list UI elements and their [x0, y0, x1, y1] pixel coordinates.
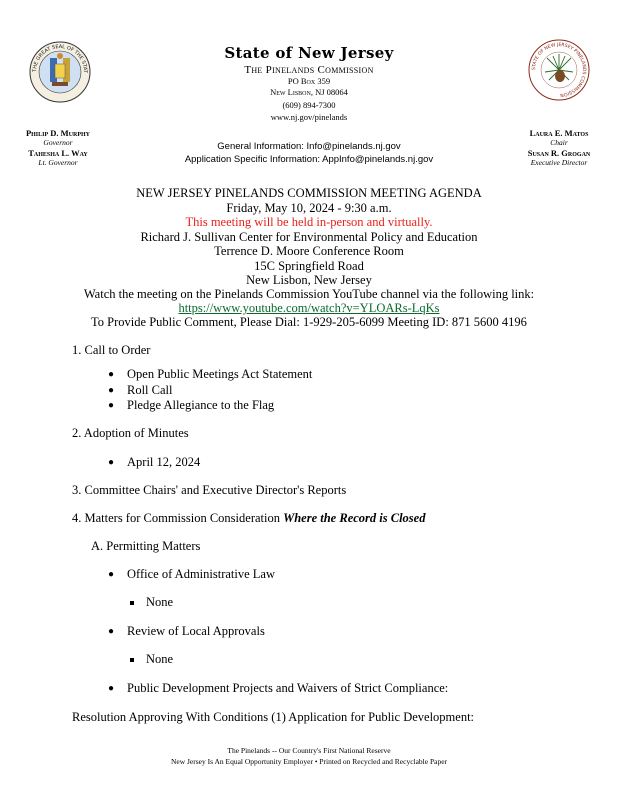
executive-director-name: Susan R. Grogan	[527, 148, 591, 158]
item-permitting-matters: A. Permitting Matters	[91, 539, 201, 553]
governor-name: Philip D. Murphy	[25, 128, 91, 138]
svg-text:THE GREAT SEAL OF THE STATE OF: THE GREAT SEAL OF THE STAT	[31, 43, 89, 74]
bullet-icon: ●	[108, 457, 115, 468]
item-adoption-of-minutes: 2. Adoption of Minutes	[72, 426, 189, 440]
general-info-email: General Information: Info@pinelands.nj.gov	[217, 141, 401, 152]
resolution-heading: Resolution Approving With Conditions (1) Application for Public Development:	[72, 710, 475, 724]
meeting-city: New Lisbon, New Jersey	[246, 273, 372, 287]
youtube-link[interactable]: https://www.youtube.com/watch?v=YLOARs-LqKs	[178, 301, 440, 315]
bullet-icon: ●	[108, 385, 115, 396]
svg-text:STATE OF NEW JERSEY PINELANDS: STATE OF NEW JERSEY PINELANDS COMMISSION	[531, 42, 587, 98]
bullet-icon: ●	[108, 400, 115, 411]
chair-title: Chair	[550, 138, 568, 147]
meeting-room: Terrence D. Moore Conference Room	[214, 244, 404, 258]
application-info-email: Application Specific Information: AppInfo@pinelands.nj.gov	[184, 154, 434, 165]
square-bullet-icon	[130, 658, 134, 662]
list-item-none-1: None	[146, 595, 174, 609]
meeting-street: 15C Springfield Road	[254, 259, 364, 273]
bullet-icon: ●	[108, 369, 115, 380]
watch-instructions: Watch the meeting on the Pinelands Commission YouTube channel via the following link:	[83, 287, 535, 301]
town-address: New Lisbon, NJ 08064	[270, 87, 348, 97]
lt-governor-name: Tahesha L. Way	[28, 148, 88, 158]
governor-title: Governor	[43, 138, 73, 147]
list-item: Pledge Allegiance to the Flag	[127, 398, 275, 412]
phone-number: (609) 894-7300	[282, 100, 336, 110]
list-item-oal: Office of Administrative Law	[127, 567, 275, 581]
bullet-icon: ●	[108, 569, 115, 580]
bullet-icon: ●	[108, 626, 115, 637]
public-comment-info: To Provide Public Comment, Please Dial: 1-929-205-6099 Meeting ID: 871 5600 4196	[91, 315, 527, 329]
footer-motto: The Pinelands -- Our Country's First National Reserve	[227, 746, 391, 755]
bullet-icon: ●	[108, 683, 115, 694]
item-4-emphasis: Where the Record is Closed	[283, 511, 426, 525]
list-item-none-2: None	[146, 652, 174, 666]
lt-governor-title: Lt. Governor	[38, 158, 78, 167]
po-box: PO Box 359	[287, 76, 331, 86]
meeting-date: Friday, May 10, 2024 - 9:30 a.m.	[226, 201, 392, 215]
footer-notice: New Jersey Is An Equal Opportunity Employer • Printed on Recycled and Recyclable Paper	[170, 757, 448, 766]
website-url[interactable]: www.nj.gov/pinelands	[270, 112, 348, 122]
agenda-title: NEW JERSEY PINELANDS COMMISSION MEETING AGENDA	[136, 186, 482, 200]
executive-director-title: Executive Director	[530, 158, 588, 167]
list-item-local-approvals: Review of Local Approvals	[127, 624, 265, 638]
list-item: Roll Call	[127, 383, 173, 397]
item-call-to-order: 1. Call to Order	[72, 343, 151, 357]
item-4-label: 4. Matters for Commission Consideration	[72, 511, 284, 525]
meeting-venue: Richard J. Sullivan Center for Environmental Policy and Education	[140, 230, 478, 244]
list-item-public-development: Public Development Projects and Waivers of Strict Compliance:	[127, 681, 449, 695]
list-item: April 12, 2024	[127, 455, 201, 469]
item-commission-consideration	[72, 511, 425, 526]
square-bullet-icon	[130, 601, 134, 605]
commission-name: The Pinelands Commission	[244, 64, 374, 76]
meeting-notice: This meeting will be held in-person and virtually.	[185, 215, 433, 229]
state-title: State of New Jersey	[224, 44, 394, 62]
chair-name: Laura E. Matos	[529, 128, 589, 138]
item-committee-reports: 3. Committee Chairs' and Executive Director's Reports	[72, 483, 347, 497]
list-item: Open Public Meetings Act Statement	[127, 367, 313, 381]
